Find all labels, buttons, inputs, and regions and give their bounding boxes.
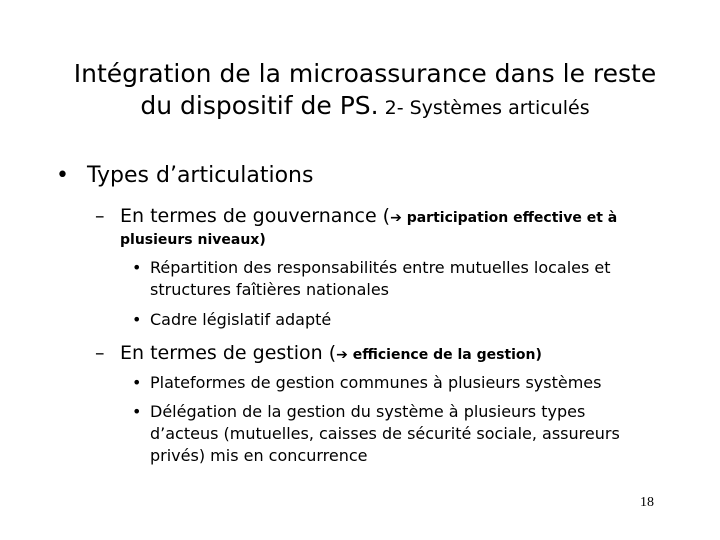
bullet-marker: •	[56, 163, 69, 188]
title-line-2	[20, 90, 710, 124]
list-item-line-2: structures faîtières nationales	[150, 280, 389, 299]
sub-bullet-bold: efficience de la gestion)	[347, 347, 542, 363]
bullet-text: Types d’articulations	[87, 163, 314, 188]
sub-bullet-main: En termes de gouvernance	[120, 205, 377, 227]
list-item-line-1: Répartition des responsabilités entre mutuelles locales et	[150, 258, 611, 277]
sub-bullet-text	[120, 341, 542, 367]
dash-marker: –	[95, 205, 105, 227]
paren-open: (	[322, 342, 337, 364]
sub-bullet-text	[120, 204, 617, 230]
slide-title	[20, 58, 710, 124]
title-line-1: Intégration de la microassurance dans le reste	[73, 59, 657, 88]
list-item-line-1: Plateformes de gestion communes à plusieurs systèmes	[150, 373, 602, 392]
arrow-icon: ➔	[336, 347, 348, 363]
dash-marker: –	[95, 342, 105, 364]
arrow-icon: ➔	[390, 210, 402, 226]
list-item-line-1: Cadre législatif adapté	[150, 310, 332, 329]
bullet-marker: •	[132, 373, 142, 392]
sub-bullet-bold: participation effective et à	[401, 210, 618, 226]
list-item-line-2: d’acteus (mutuelles, caisses de sécurité sociale, assureurs	[150, 424, 620, 443]
list-item-line-1: Délégation de la gestion du système à plusieurs types	[150, 402, 586, 421]
title-line-2-subtitle: 2- Systèmes articulés	[378, 97, 590, 119]
sub-bullet-bold-continued: plusieurs niveaux)	[120, 232, 266, 248]
bullet-marker: •	[132, 310, 142, 329]
bullet-marker: •	[132, 258, 142, 277]
bullet-marker: •	[132, 402, 142, 421]
paren-open: (	[376, 205, 391, 227]
title-line-2-main: du dispositif de PS.	[140, 91, 379, 120]
page-number: 18	[640, 495, 654, 510]
list-item-line-3: privés) mis en concurrence	[150, 446, 368, 465]
sub-bullet-main: En termes de gestion	[120, 342, 323, 364]
